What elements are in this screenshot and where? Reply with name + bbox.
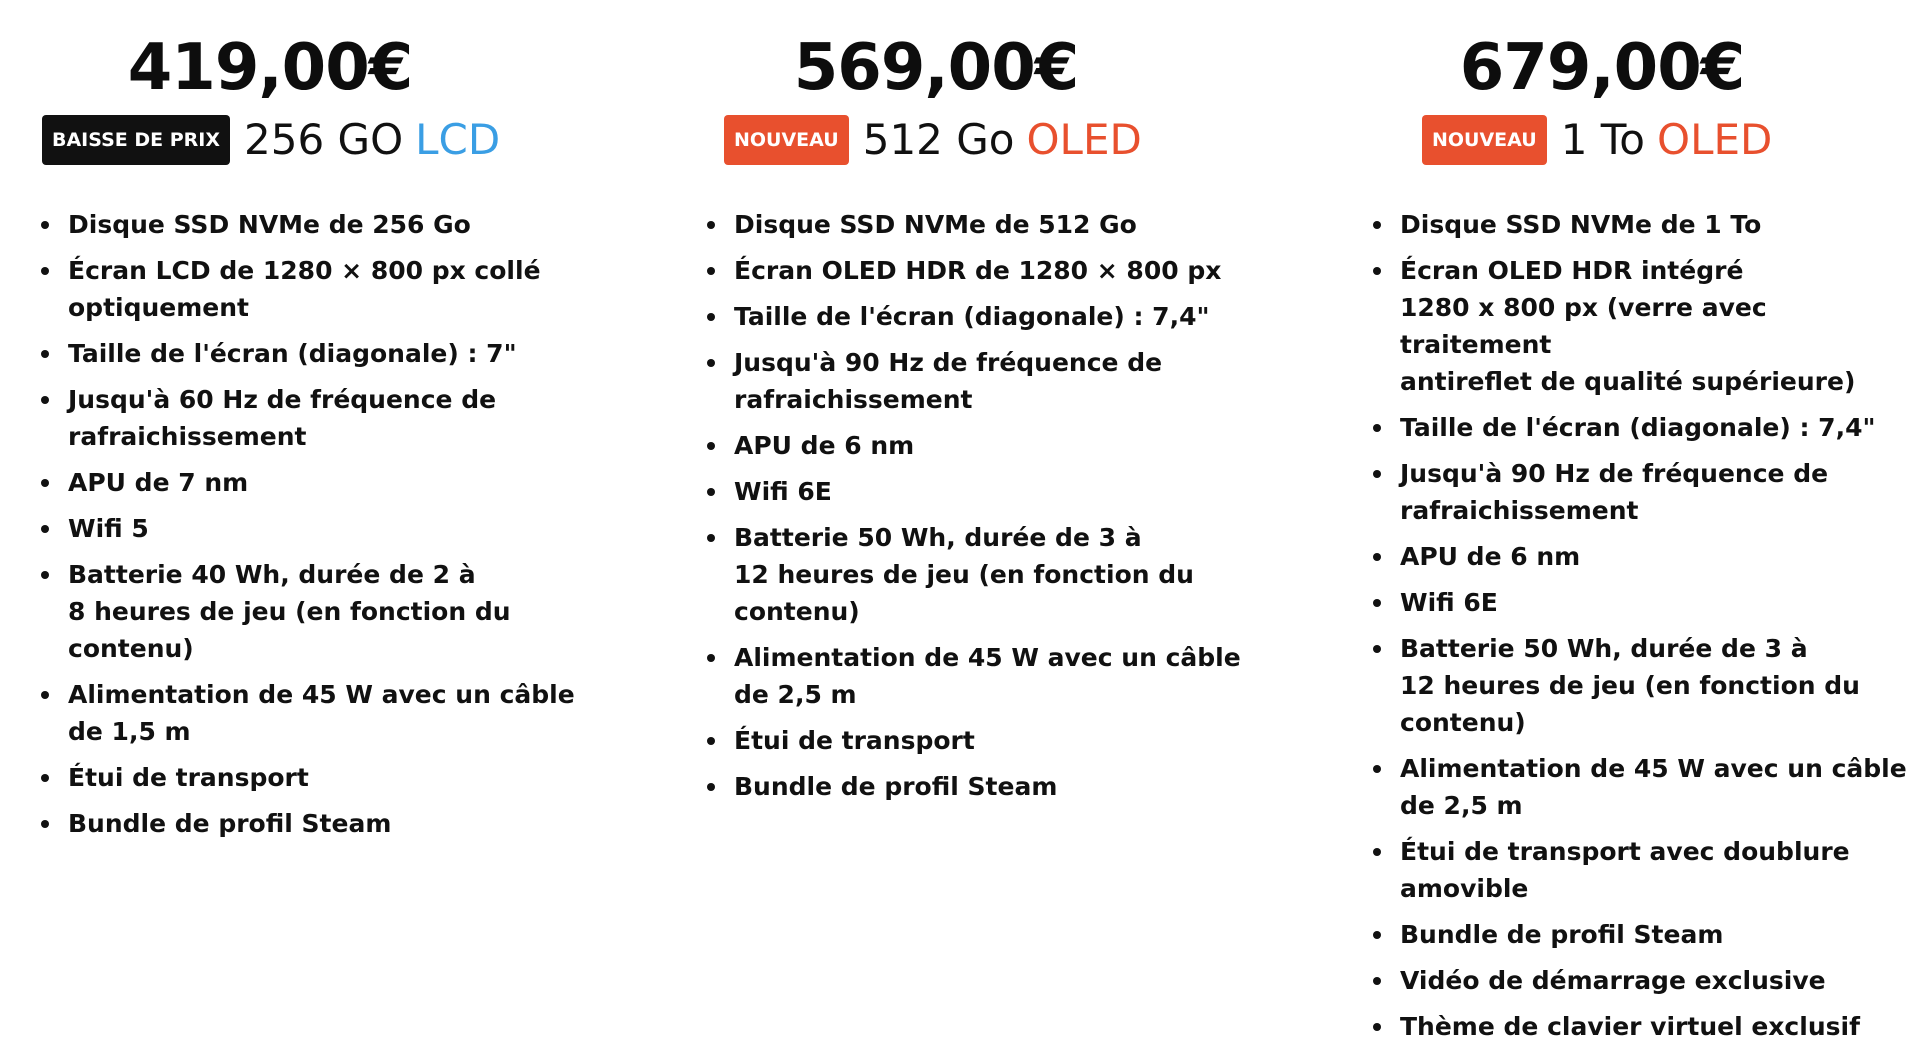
- feature-item: Bundle de profil Steam: [30, 805, 590, 842]
- bullet-icon: [1373, 424, 1381, 432]
- plan-variant: [1422, 110, 1920, 170]
- feature-item: Batterie 50 Wh, durée de 3 à 12 heures de jeu (en fonction du contenu): [1362, 630, 1920, 741]
- feature-item: Wifi 6E: [1362, 584, 1920, 621]
- bullet-icon: [1373, 267, 1381, 275]
- new-badge: NOUVEAU: [1422, 115, 1547, 165]
- plan-capacity: 256 GO: [244, 115, 404, 164]
- feature-item: Écran OLED HDR de 1280 × 800 px: [696, 252, 1256, 289]
- plan-display-type: OLED: [1026, 115, 1142, 164]
- feature-list: [696, 206, 1256, 805]
- feature-item: Batterie 50 Wh, durée de 3 à 12 heures de jeu (en fonction du contenu): [696, 519, 1256, 630]
- feature-item: Alimentation de 45 W avec un câble de 1,5 m: [30, 676, 590, 750]
- plan-capacity: 512 Go: [862, 115, 1015, 164]
- feature-item: Taille de l'écran (diagonale) : 7,4": [1362, 409, 1920, 446]
- plan-variant: [724, 110, 1256, 170]
- bullet-icon: [707, 442, 715, 450]
- bullet-icon: [1373, 645, 1381, 653]
- bullet-icon: [41, 396, 49, 404]
- feature-item: Bundle de profil Steam: [1362, 916, 1920, 953]
- new-badge: NOUVEAU: [724, 115, 849, 165]
- bullet-icon: [1373, 599, 1381, 607]
- feature-item: APU de 7 nm: [30, 464, 590, 501]
- bullet-icon: [41, 571, 49, 579]
- feature-item: Étui de transport: [696, 722, 1256, 759]
- bullet-icon: [1373, 765, 1381, 773]
- feature-item: Wifi 5: [30, 510, 590, 547]
- bullet-icon: [41, 350, 49, 358]
- bullet-icon: [707, 654, 715, 662]
- plan-capacity: 1 To: [1560, 115, 1646, 164]
- feature-list: [30, 206, 590, 842]
- plan-display-type: LCD: [415, 115, 501, 164]
- bullet-icon: [707, 783, 715, 791]
- feature-item: Taille de l'écran (diagonale) : 7": [30, 335, 590, 372]
- feature-item: Disque SSD NVMe de 1 To: [1362, 206, 1920, 243]
- bullet-icon: [707, 488, 715, 496]
- bullet-icon: [707, 359, 715, 367]
- feature-item: Vidéo de démarrage exclusive: [1362, 962, 1920, 999]
- bullet-icon: [41, 267, 49, 275]
- feature-item: Jusqu'à 90 Hz de fréquence de rafraichissement: [696, 344, 1256, 418]
- feature-item: Jusqu'à 90 Hz de fréquence de rafraichissement: [1362, 455, 1920, 529]
- plan-display-type: OLED: [1657, 115, 1773, 164]
- feature-item: Alimentation de 45 W avec un câble de 2,5 m: [1362, 750, 1920, 824]
- bullet-icon: [41, 691, 49, 699]
- bullet-icon: [1373, 977, 1381, 985]
- feature-item: Taille de l'écran (diagonale) : 7,4": [696, 298, 1256, 335]
- bullet-icon: [1373, 553, 1381, 561]
- plan-price: 679,00€: [1459, 31, 1745, 105]
- plan-card-512gb-oled: [696, 30, 1256, 814]
- plan-card-256gb-lcd: [30, 30, 590, 851]
- plan-price: 419,00€: [127, 31, 413, 105]
- feature-item: Batterie 40 Wh, durée de 2 à 8 heures de jeu (en fonction du contenu): [30, 556, 590, 667]
- bullet-icon: [707, 313, 715, 321]
- plan-card-1tb-oled: [1362, 30, 1920, 1054]
- bullet-icon: [707, 737, 715, 745]
- plan-price: 569,00€: [793, 31, 1079, 105]
- bullet-icon: [1373, 221, 1381, 229]
- bullet-icon: [1373, 470, 1381, 478]
- feature-item: APU de 6 nm: [1362, 538, 1920, 575]
- feature-item: Écran OLED HDR intégré 1280 x 800 px (verre avec traitement antireflet de qualité supérieure): [1362, 252, 1920, 400]
- feature-item: Wifi 6E: [696, 473, 1256, 510]
- bullet-icon: [1373, 931, 1381, 939]
- feature-item: APU de 6 nm: [696, 427, 1256, 464]
- bullet-icon: [707, 221, 715, 229]
- bullet-icon: [1373, 848, 1381, 856]
- bullet-icon: [41, 479, 49, 487]
- bullet-icon: [707, 267, 715, 275]
- bullet-icon: [1373, 1023, 1381, 1031]
- feature-item: Alimentation de 45 W avec un câble de 2,5 m: [696, 639, 1256, 713]
- feature-item: Étui de transport: [30, 759, 590, 796]
- bullet-icon: [707, 534, 715, 542]
- feature-item: Thème de clavier virtuel exclusif: [1362, 1008, 1920, 1045]
- feature-item: Étui de transport avec doublure amovible: [1362, 833, 1920, 907]
- bullet-icon: [41, 774, 49, 782]
- bullet-icon: [41, 820, 49, 828]
- feature-item: Disque SSD NVMe de 512 Go: [696, 206, 1256, 243]
- plan-variant: [42, 110, 590, 170]
- bullet-icon: [41, 221, 49, 229]
- price-drop-badge: BAISSE DE PRIX: [42, 115, 230, 165]
- feature-list: [1362, 206, 1920, 1045]
- feature-item: Jusqu'à 60 Hz de fréquence de rafraichissement: [30, 381, 590, 455]
- feature-item: Bundle de profil Steam: [696, 768, 1256, 805]
- feature-item: Disque SSD NVMe de 256 Go: [30, 206, 590, 243]
- bullet-icon: [41, 525, 49, 533]
- feature-item: Écran LCD de 1280 × 800 px collé optiquement: [30, 252, 590, 326]
